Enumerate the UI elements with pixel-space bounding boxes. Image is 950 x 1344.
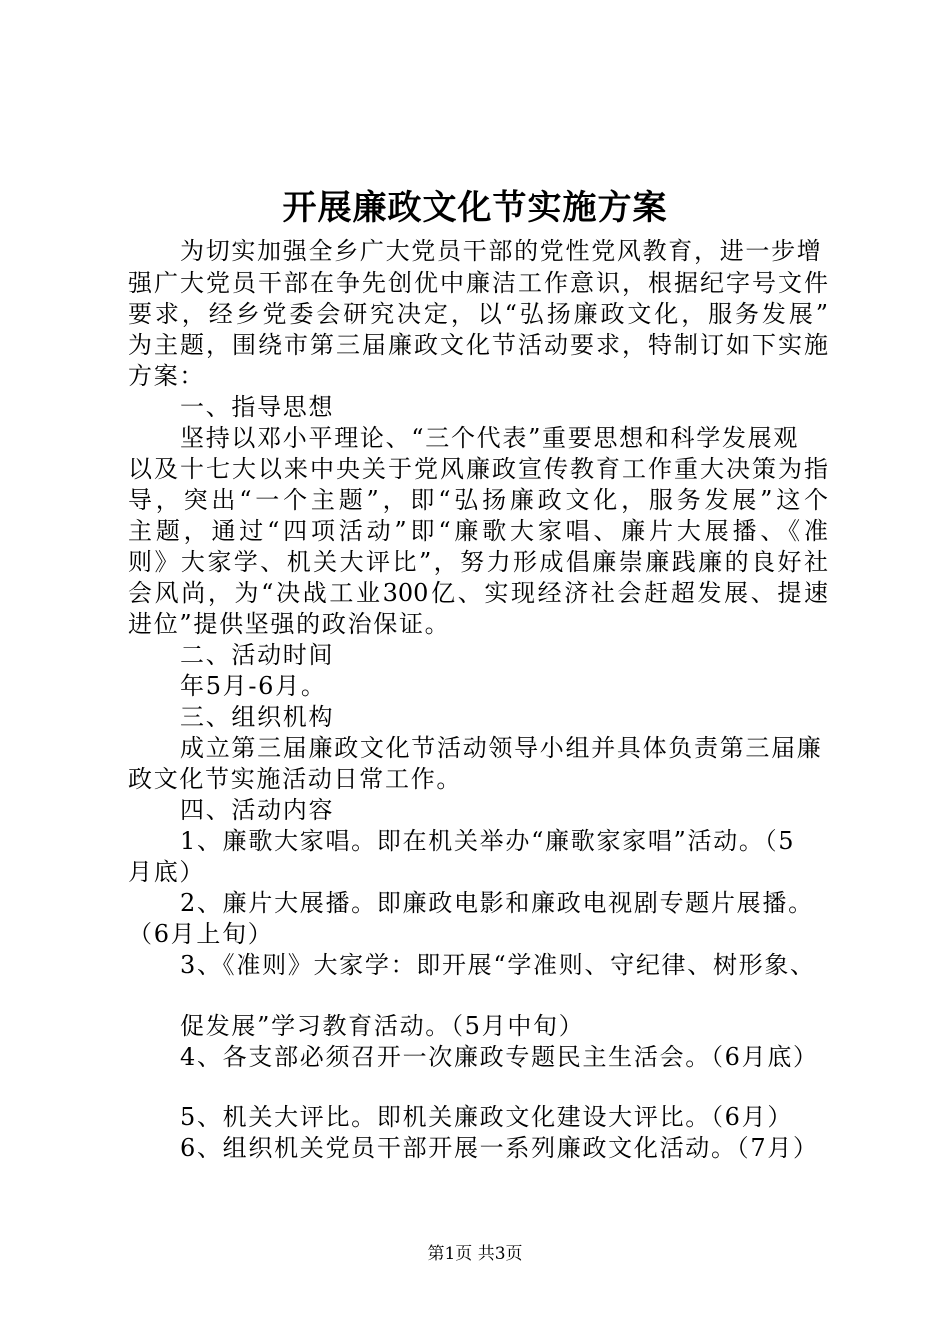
body-line: 主题，通过“四项活动”即“廉歌大家唱、廉片大展播、《准 — [128, 517, 828, 545]
body-line: 坚持以邓小平理论、“三个代表”重要思想和科学发展观 — [180, 424, 800, 452]
list-item-continuation: （6月上旬） — [128, 920, 274, 948]
body-line: 方案： — [128, 362, 206, 390]
list-item: 4、各支部必须召开一次廉政专题民主生活会。（6月底） — [180, 1043, 819, 1071]
body-line: 强广大党员干部在争先创优中廉洁工作意识，根据纪字号文件 — [128, 269, 828, 297]
document-title: 开展廉政文化节实施方案 — [282, 188, 668, 228]
section-heading: 三、组织机构 — [180, 703, 335, 731]
section-heading: 一、指导思想 — [180, 393, 335, 421]
list-item: 5、机关大评比。即机关廉政文化建设大评比。（6月） — [180, 1103, 794, 1131]
body-line: 年5月-6月。 — [180, 672, 327, 700]
body-line: 为切实加强全乡广大党员干部的党性党风教育，进一步增 — [180, 237, 823, 265]
list-item-continuation: 促发展”学习教育活动。（5月中旬） — [180, 1012, 585, 1040]
body-line: 为主题，围绕市第三届廉政文化节活动要求，特制订如下实施 — [128, 331, 828, 359]
body-line: 进位”提供坚强的政治保证。 — [128, 610, 451, 638]
list-item-continuation: 月底） — [128, 858, 206, 886]
list-item: 2、廉片大展播。即廉政电影和廉政电视剧专题片展播。 — [180, 889, 814, 917]
section-heading: 四、活动内容 — [180, 796, 335, 824]
body-line: 导，突出“一个主题”，即“弘扬廉政文化，服务发展”这个 — [128, 486, 828, 514]
body-line: 要求，经乡党委会研究决定，以“弘扬廉政文化，服务发展” — [128, 300, 828, 328]
list-item: 6、组织机关党员干部开展一系列廉政文化活动。（7月） — [180, 1134, 819, 1162]
body-line: 则》大家学、机关大评比”，努力形成倡廉崇廉践廉的良好社 — [128, 548, 828, 576]
page-footer: 第1页 共3页 — [427, 1244, 523, 1264]
body-line: 成立第三届廉政文化节活动领导小组并具体负责第三届廉 — [180, 734, 823, 762]
list-item: 3、《准则》大家学：即开展“学准则、守纪律、树形象、 — [180, 951, 816, 979]
list-item: 1、廉歌大家唱。即在机关举办“廉歌家家唱”活动。（5 — [180, 827, 796, 855]
body-line: 以及十七大以来中央关于党风廉政宣传教育工作重大决策为指 — [128, 455, 828, 483]
section-heading: 二、活动时间 — [180, 641, 335, 669]
body-line: 政文化节实施活动日常工作。 — [128, 765, 463, 793]
body-line: 会风尚，为“决战工业300亿、实现经济社会赶超发展、提速 — [128, 579, 828, 607]
